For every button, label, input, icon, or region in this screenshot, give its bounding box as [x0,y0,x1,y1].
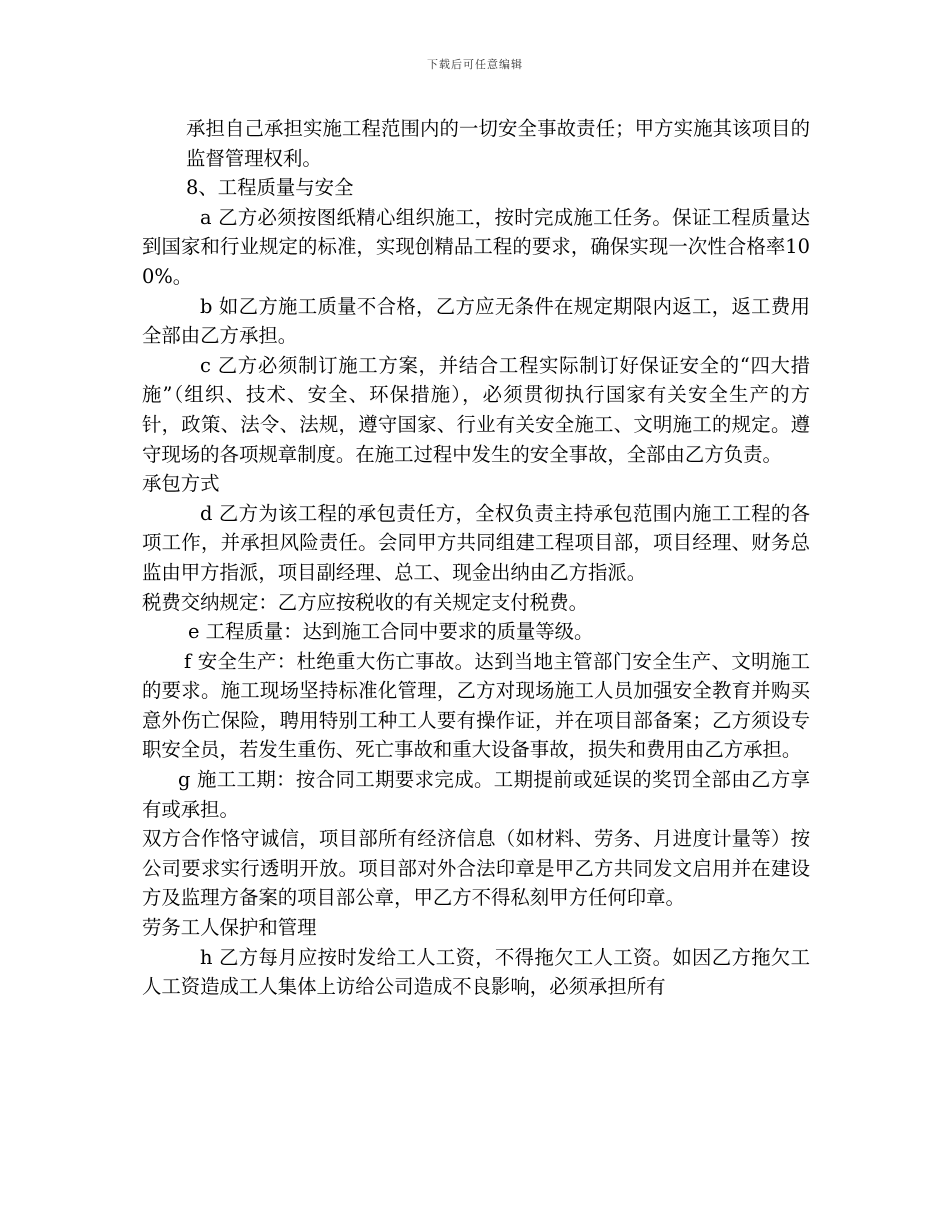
paragraph-b: b 如乙方施工质量不合格，乙方应无条件在规定期限内返工，返工费用全部由乙方承担。 [142,294,810,348]
paragraph-d: d 乙方为该工程的承包责任方，全权负责主持承包范围内施工工程的各项工作，并承担风险责任。会同甲方共同组建工程项目部，项目经理、财务总监由甲方指派，项目副经理、总工、现金出纳由乙方指派。 [142,501,810,584]
paragraph-f: f 安全生产：杜绝重大伤亡事故。达到当地主管部门安全生产、文明施工的要求。施工现场坚持标准化管理，乙方对现场施工人员加强安全教育并购买意外伤亡保险，聘用特别工种工人要有操作证，并在项目部备案；乙方须设专职安全员，若发生重伤、死亡事故和重大设备事故，损失和费用由乙方承担。 [142,649,810,762]
paragraph-h: h 乙方每月应按时发给工人工资，不得拖欠工人工资。如因乙方拖欠工人工资造成工人集体上访给公司造成不良影响，必须承担所有 [142,945,810,999]
paragraph-continuation: 承担自己承担实施工程范围内的一切安全事故责任；甲方实施其该项目的监督管理权利。 [186,117,810,170]
paragraph-e: e 工程质量：达到施工合同中要求的质量等级。 [188,620,594,644]
paragraph-g: g 施工工期：按合同工期要求完成。工期提前或延误的奖罚全部由乙方享有或承担。 [142,768,810,821]
paragraph-a: a 乙方必须按图纸精心组织施工，按时完成施工任务。保证工程质量达到国家和行业规定的标准，实现创精品工程的要求，确保实现一次性合格率100%。 [142,205,810,288]
section-heading-labor: 劳务工人保护和管理 [142,916,317,940]
section-heading-quality-safety: 8、工程质量与安全 [186,176,354,200]
section-heading-contract-mode: 承包方式 [142,472,220,496]
paragraph-tax: 税费交纳规定：乙方应按税收的有关规定支付税费。 [142,590,588,614]
page-header: 下载后可任意编辑 [427,58,523,71]
document-body [142,114,810,1002]
paragraph-c: c 乙方必须制订施工方案，并结合工程实际制订好保证安全的“四大措施”（组织、技术、安全、环保措施），必须贯彻执行国家有关安全生产的方针，政策、法令、法规，遵守国家、行业有关安全施工、文明施工的规定。遵守现场的各项规章制度。在施工过程中发生的安全事故，全部由乙方负责。 [142,353,810,466]
paragraph-cooperation: 双方合作恪守诚信，项目部所有经济信息（如材料、劳务、月进度计量等）按公司要求实行透明开放。项目部对外合法印章是甲乙方共同发文启用并在建设方及监理方备案的项目部公章，甲乙方不得私刻甲方任何印章。 [142,827,810,910]
